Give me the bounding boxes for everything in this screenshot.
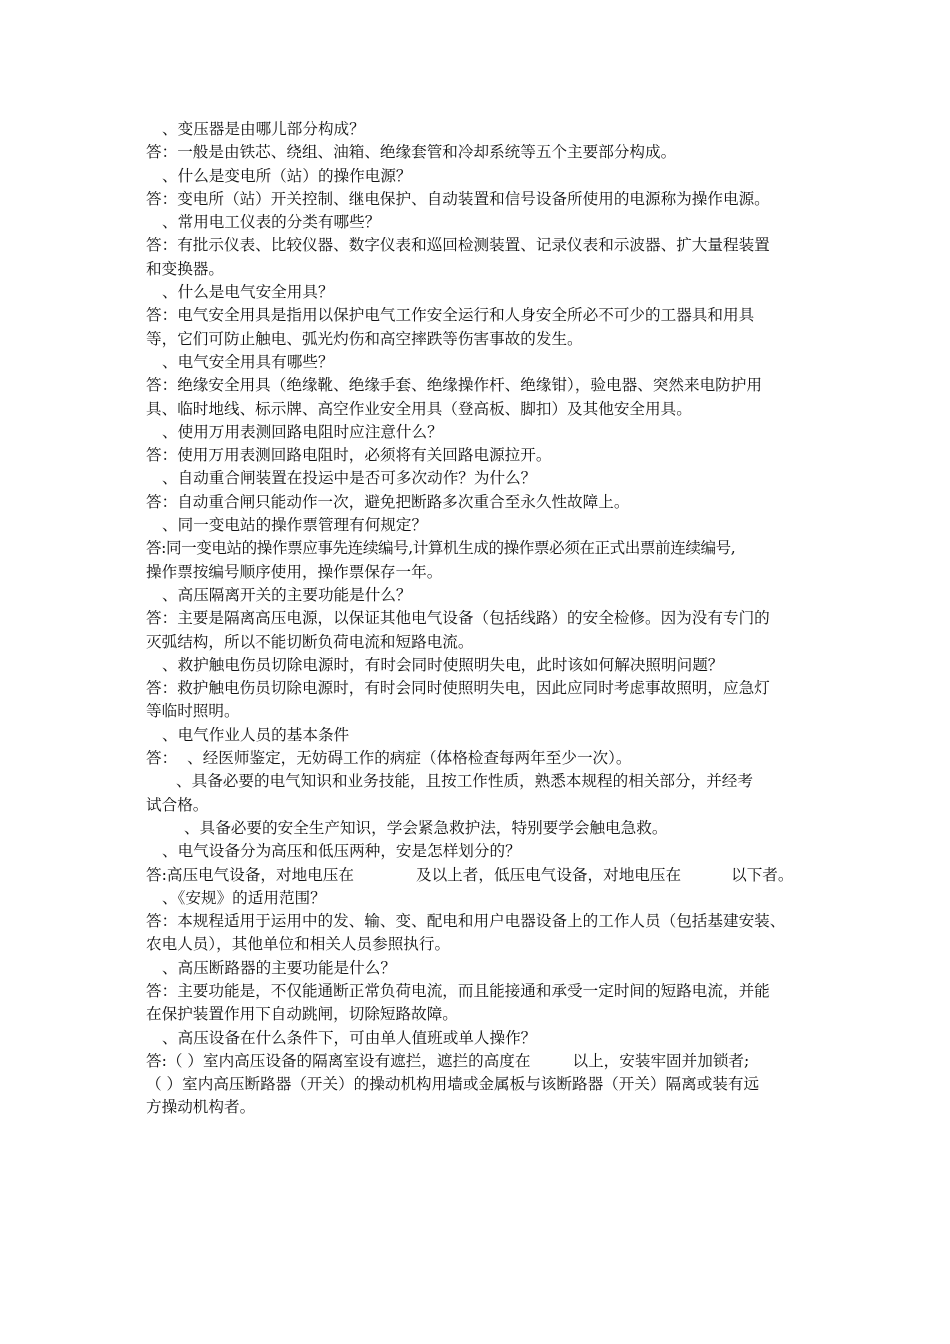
answer-line: 农电人员），其他单位和相关人员参照执行。 xyxy=(146,935,451,954)
question-line: 、什么是电气安全用具？ xyxy=(162,283,334,302)
answer-line: 答：一般是由铁芯、绕组、油箱、绝缘套管和冷却系统等五个主要部分构成。 xyxy=(146,143,677,162)
answer-line xyxy=(146,1050,810,1073)
question-line: 、自动重合闸装置在投运中是否可多次动作？为什么？ xyxy=(162,469,537,488)
answer-line: 答： 、经医师鉴定，无妨碍工作的病症（体格检查每两年至少一次）。 xyxy=(146,749,632,768)
answer-line: 灭弧结构，所以不能切断负荷电流和短路电流。 xyxy=(146,632,474,651)
answer-line: 、具备必要的电气知识和业务技能，且按工作性质，熟悉本规程的相关部分，并经考 xyxy=(176,772,753,791)
answer-line: 答：电气安全用具是指用以保护电气工作安全运行和人身安全所必不可少的工器具和用具 xyxy=(146,306,755,325)
answer-line: 答：使用万用表测回路电阻时，必须将有关回路电源拉开。 xyxy=(146,446,552,465)
answer-line: 试合格。 xyxy=(146,795,209,814)
question-line: 、变压器是由哪儿部分构成？ xyxy=(162,120,365,138)
question-line: 、使用万用表测回路电阻时应注意什么？ xyxy=(162,422,443,441)
answer-line: 答：有批示仪表、比较仪器、数字仪表和巡回检测装置、记录仪表和示波器、扩大量程装置 xyxy=(146,236,770,255)
answer-line: 在保护装置作用下自动跳闸，切除短路故障。 xyxy=(146,1005,458,1024)
voltage-text-part3: 以下者。 xyxy=(731,865,794,884)
answer-line: 等，它们可防止触电、弧光灼伤和高空摔跌等伤害事故的发生。 xyxy=(146,329,583,348)
question-line: 、电气安全用具有哪些？ xyxy=(162,352,334,371)
answer-line xyxy=(146,864,810,887)
answer-line: 答：自动重合闸只能动作一次，避免把断路多次重合至永久性故障上。 xyxy=(146,492,630,511)
question-line: 、电气设备分为高压和低压两种，安是怎样划分的？ xyxy=(162,842,521,861)
question-line: 、同一变电站的操作票管理有何规定？ xyxy=(162,516,428,535)
answer-line: 答：救护触电伤员切除电源时，有时会同时使照明失电，因此应同时考虑事故照明，应急灯 xyxy=(146,679,770,698)
answer-line: 和变换器。 xyxy=(146,259,224,278)
question-line: 、电气作业人员的基本条件 xyxy=(162,725,350,744)
answer-line: （ ）室内高压断路器（开关）的操动机构用墙或金属板与该断路器（开关）隔离或装有远 xyxy=(146,1075,760,1094)
answer-line: 答：绝缘安全用具（绝缘靴、绝缘手套、绝缘操作杆、绝缘钳），验电器、突然来电防护用 xyxy=(146,376,762,395)
question-line: 、高压设备在什么条件下，可由单人值班或单人操作？ xyxy=(162,1028,537,1047)
answer-line: 等临时照明。 xyxy=(146,702,240,721)
question-line: 、常用电工仪表的分类有哪些？ xyxy=(162,213,381,232)
answer-line: 答：本规程适用于运用中的发、输、变、配电和用户电器设备上的工作人员（包括基建安装、 xyxy=(146,912,786,931)
question-line: 、高压隔离开关的主要功能是什么？ xyxy=(162,585,412,604)
question-line: 、什么是变电所（站）的操作电源？ xyxy=(162,166,412,185)
answer-line: 、具备必要的安全生产知识，学会紧急救护法，特别要学会触电急救。 xyxy=(184,818,668,837)
answer-line: 操作票按编号顺序使用，操作票保存一年。 xyxy=(146,562,443,581)
answer-line: 具、临时地线、标示牌、高空作业安全用具（登高板、脚扣）及其他安全用具。 xyxy=(146,399,692,418)
answer-line: 答：主要功能是，不仅能通断正常负荷电流，而且能接通和承受一定时间的短路电流，并能 xyxy=(146,981,770,1000)
question-line: 、《安规》的适用范围？ xyxy=(162,888,326,907)
question-line: 、救护触电伤员切除电源时，有时会同时使照明失电，此时该如何解决照明问题？ xyxy=(162,655,724,674)
height-text-part2: 以上，安装牢固并加锁者; xyxy=(572,1051,750,1070)
voltage-text-part1: 答:高压电气设备，对地电压在 xyxy=(146,865,354,884)
voltage-text-part2: 及以上者，低压电气设备，对地电压在 xyxy=(415,865,682,884)
answer-line: 答：主要是隔离高压电源，以保证其他电气设备（包括线路）的安全检修。因为没有专门的 xyxy=(146,609,770,628)
answer-line: 答：变电所（站）开关控制、继电保护、自动装置和信号设备所使用的电源称为操作电源。 xyxy=(146,189,770,208)
text-body xyxy=(146,118,810,1120)
question-line: 、高压断路器的主要功能是什么？ xyxy=(162,958,396,977)
answer-line: 答:同一变电站的操作票应事先连续编号,计算机生成的操作票必须在正式出票前连续编号, xyxy=(146,539,736,558)
height-text-part1: 答:（ ）室内高压设备的隔离室设有遮拦，遮拦的高度在 xyxy=(146,1051,531,1070)
answer-line: 方操动机构者。 xyxy=(146,1098,256,1117)
